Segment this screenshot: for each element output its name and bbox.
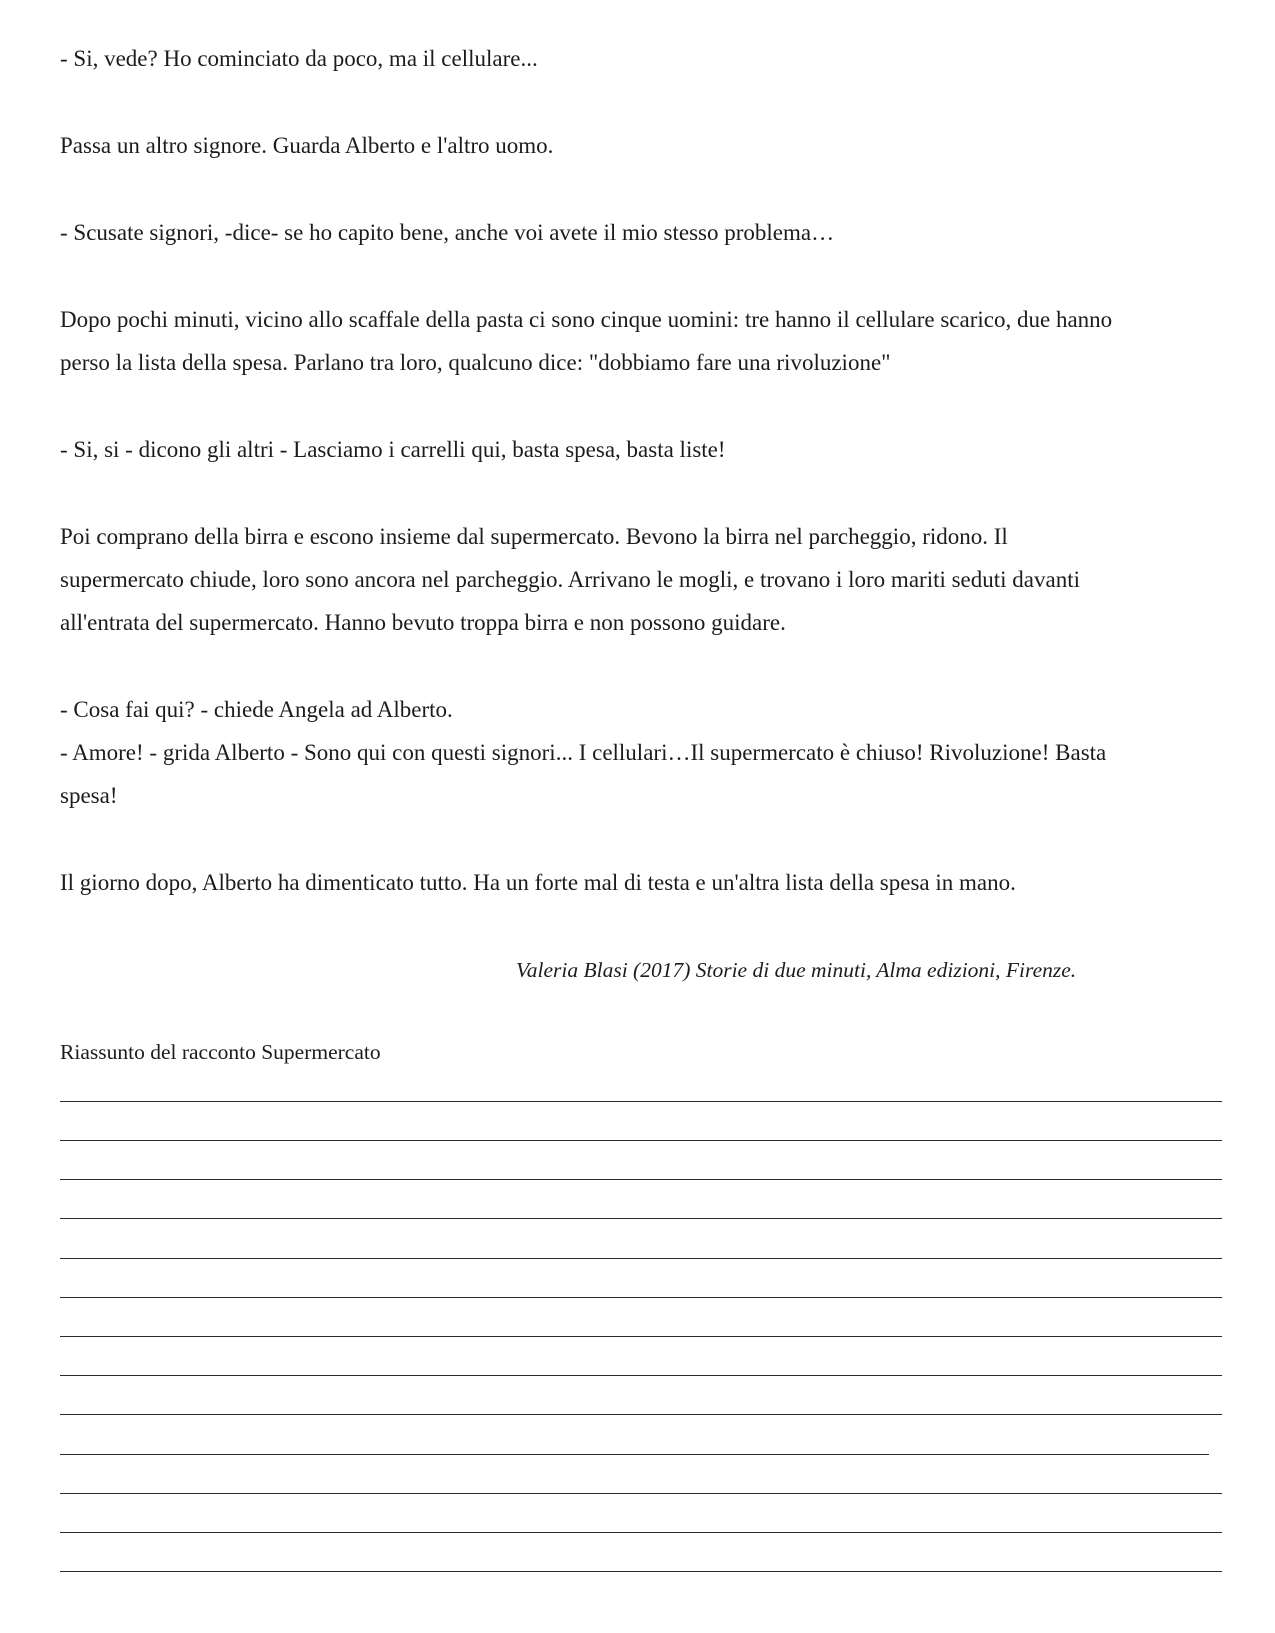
writing-line[interactable] <box>60 1532 1222 1533</box>
story-line: all'entrata del supermercato. Hanno bevuto troppa birra e non possono guidare. <box>60 610 786 635</box>
story-line: Passa un altro signore. Guarda Alberto e l'altro uomo. <box>60 133 554 158</box>
story-line: - Scusate signori, -dice- se ho capito bene, anche voi avete il mio stesso problema… <box>60 220 835 245</box>
writing-line[interactable] <box>60 1571 1222 1572</box>
writing-line[interactable] <box>60 1454 1209 1455</box>
story-line: spesa! <box>60 783 118 808</box>
story-line: Dopo pochi minuti, vicino allo scaffale della pasta ci sono cinque uomini: tre hanno il cellulare scarico, due hanno <box>60 307 1113 332</box>
writing-line[interactable] <box>60 1414 1222 1415</box>
summary-title: Riassunto del racconto Supermercato <box>60 1040 381 1064</box>
story-line: Il giorno dopo, Alberto ha dimenticato tutto. Ha un forte mal di testa e un'altra lista della spesa in mano. <box>60 870 1016 895</box>
writing-line[interactable] <box>60 1218 1222 1219</box>
writing-line[interactable] <box>60 1336 1222 1337</box>
writing-line[interactable] <box>60 1375 1222 1376</box>
writing-line[interactable] <box>60 1297 1222 1298</box>
story-line: - Si, vede? Ho cominciato da poco, ma il cellulare... <box>60 46 538 71</box>
writing-line[interactable] <box>60 1101 1222 1102</box>
story-line: - Amore! - grida Alberto - Sono qui con questi signori... I cellulari…Il supermercato è chiuso! Rivoluzione! Basta <box>60 740 1107 765</box>
writing-line[interactable] <box>60 1493 1222 1494</box>
story-line: - Cosa fai qui? - chiede Angela ad Alberto. <box>60 697 453 722</box>
story-line: supermercato chiude, loro sono ancora nel parcheggio. Arrivano le mogli, e trovano i loro mariti seduti davanti <box>60 567 1080 592</box>
story-line: - Si, si - dicono gli altri - Lasciamo i carrelli qui, basta spesa, basta liste! <box>60 437 726 462</box>
writing-line[interactable] <box>60 1258 1222 1259</box>
story-line: perso la lista della spesa. Parlano tra loro, qualcuno dice: "dobbiamo fare una rivoluzione" <box>60 350 891 375</box>
writing-line[interactable] <box>60 1179 1222 1180</box>
writing-line[interactable] <box>60 1140 1222 1141</box>
story-line: Poi comprano della birra e escono insieme dal supermercato. Bevono la birra nel parcheggio, ridono. Il <box>60 524 1008 549</box>
citation: Valeria Blasi (2017) Storie di due minuti, Alma edizioni, Firenze. <box>516 958 1077 982</box>
